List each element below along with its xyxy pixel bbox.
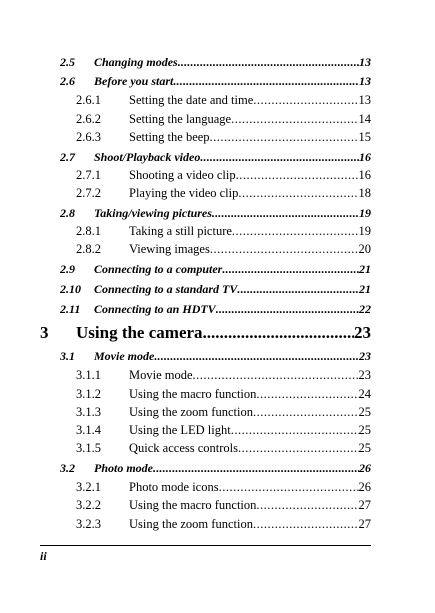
toc-entry-number: 2.6.1 xyxy=(76,93,101,107)
toc-entry-title: Using the zoom function xyxy=(129,405,253,419)
toc-entry-number: 3.2 xyxy=(60,461,75,475)
toc-entry-page: 23 xyxy=(358,368,371,382)
toc-entry-number: 3.2.3 xyxy=(76,517,101,531)
toc-entry-page: 21 xyxy=(359,262,371,276)
toc-section-entry[interactable] xyxy=(60,206,371,222)
toc-leader-dots xyxy=(210,130,359,145)
toc-entry-title: Before you start xyxy=(94,74,174,88)
toc-section-entry[interactable] xyxy=(60,349,371,365)
toc-leader-dots xyxy=(222,262,359,277)
toc-entry-number: 2.5 xyxy=(60,55,75,69)
toc-subsection-entry[interactable] xyxy=(76,93,371,109)
toc-entry-page: 13 xyxy=(359,74,371,88)
toc-entry-title: Using the macro function xyxy=(129,387,257,401)
toc-leader-dots xyxy=(253,405,359,420)
toc-entry-title: Movie mode xyxy=(94,349,155,363)
toc-entry-title: Using the macro function xyxy=(129,498,257,512)
toc-entry-title: Movie mode xyxy=(129,368,193,382)
toc-entry-title: Quick access controls xyxy=(129,441,238,455)
toc-entry-page: 27 xyxy=(358,498,371,512)
toc-leader-dots xyxy=(232,224,359,239)
toc-leader-dots xyxy=(253,93,358,108)
toc-entry-page: 19 xyxy=(359,206,371,220)
toc-entry-title: Taking a still picture xyxy=(129,224,232,238)
toc-section-entry[interactable] xyxy=(60,55,371,71)
toc-subsection-entry[interactable] xyxy=(76,387,371,403)
toc-chapter-entry[interactable] xyxy=(40,323,371,345)
toc-entry-title: Shooting a video clip xyxy=(129,168,236,182)
toc-subsection-entry[interactable] xyxy=(76,368,371,384)
toc-leader-dots xyxy=(256,387,358,402)
toc-section-entry[interactable] xyxy=(60,282,371,298)
toc-entry-page: 22 xyxy=(359,302,371,316)
toc-subsection-entry[interactable] xyxy=(76,441,371,457)
toc-entry-number: 3.1.2 xyxy=(76,387,101,401)
toc-entry-page: 16 xyxy=(358,168,371,182)
toc-entry-number: 2.6 xyxy=(60,74,75,88)
toc-entry-number: 2.9 xyxy=(60,262,75,276)
toc-entry-page: 20 xyxy=(358,242,371,256)
toc-entry-number: 2.6.3 xyxy=(76,130,101,144)
toc-entry-title: Setting the date and time xyxy=(129,93,254,107)
toc-entry-page: 18 xyxy=(358,186,371,200)
toc-entry-title: Using the LED light xyxy=(129,423,231,437)
toc-subsection-entry[interactable] xyxy=(76,130,371,146)
toc-entry-title: Shoot/Playback video xyxy=(94,150,201,164)
toc-entry-number: 3.2.1 xyxy=(76,480,101,494)
toc-subsection-entry[interactable] xyxy=(76,480,371,496)
toc-subsection-entry[interactable] xyxy=(76,498,371,514)
toc-leader-dots xyxy=(231,112,358,127)
toc-entry-title: Playing the video clip xyxy=(129,186,239,200)
toc-leader-dots xyxy=(238,186,358,201)
toc-entry-number: 2.8.2 xyxy=(76,242,101,256)
toc-entry-title: Viewing images xyxy=(129,242,210,256)
toc-entry-number: 2.8.1 xyxy=(76,224,101,238)
toc-leader-dots xyxy=(237,282,359,297)
toc-subsection-entry[interactable] xyxy=(76,168,371,184)
toc-entry-page: 25 xyxy=(358,423,371,437)
toc-entry-title: Connecting to an HDTV xyxy=(94,302,216,316)
toc-entry-title: Taking/viewing pictures xyxy=(94,206,212,220)
toc-leader-dots xyxy=(203,323,354,343)
toc-leader-dots xyxy=(153,461,359,476)
toc-entry-page: 24 xyxy=(358,387,371,401)
toc-entry-title: Using the zoom function xyxy=(129,517,253,531)
toc-entry-number: 3 xyxy=(40,323,49,342)
toc-entry-title: Connecting to a computer xyxy=(94,262,223,276)
toc-leader-dots xyxy=(154,349,359,364)
footer-divider xyxy=(40,545,371,546)
toc-entry-number: 2.8 xyxy=(60,206,75,220)
toc-leader-dots xyxy=(193,368,359,383)
toc-leader-dots xyxy=(219,480,359,495)
toc-entry-page: 25 xyxy=(358,441,371,455)
toc-entry-number: 3.1.1 xyxy=(76,368,101,382)
toc-leader-dots xyxy=(253,517,359,532)
toc-entry-number: 3.2.2 xyxy=(76,498,101,512)
toc-section-entry[interactable] xyxy=(60,262,371,278)
toc-section-entry[interactable] xyxy=(60,74,371,90)
toc-leader-dots xyxy=(210,242,359,257)
toc-leader-dots xyxy=(256,498,358,513)
toc-entry-number: 3.1 xyxy=(60,349,75,363)
toc-entry-page: 25 xyxy=(358,405,371,419)
toc-subsection-entry[interactable] xyxy=(76,242,371,258)
toc-entry-title: Using the camera xyxy=(76,323,203,342)
toc-subsection-entry[interactable] xyxy=(76,423,371,439)
toc-leader-dots xyxy=(216,302,359,317)
toc-entry-page: 15 xyxy=(358,130,371,144)
toc-entry-title: Changing modes xyxy=(94,55,178,69)
toc-leader-dots xyxy=(212,206,359,221)
toc-entry-page: 23 xyxy=(359,349,371,363)
toc-section-entry[interactable] xyxy=(60,150,371,166)
toc-entry-title: Photo mode icons xyxy=(129,480,219,494)
toc-entry-number: 3.1.4 xyxy=(76,423,101,437)
toc-subsection-entry[interactable] xyxy=(76,224,371,240)
toc-entry-page: 13 xyxy=(358,93,371,107)
toc-leader-dots xyxy=(238,441,359,456)
toc-subsection-entry[interactable] xyxy=(76,517,371,533)
toc-entry-page: 16 xyxy=(359,150,371,164)
toc-entry-page: 19 xyxy=(358,224,371,238)
toc-entry-title: Setting the beep xyxy=(129,130,210,144)
toc-leader-dots xyxy=(173,74,359,89)
toc-entry-title: Connecting to a standard TV xyxy=(94,282,238,296)
toc-subsection-entry[interactable] xyxy=(76,186,371,202)
toc-entry-number: 3.1.3 xyxy=(76,405,101,419)
toc-entry-page: 14 xyxy=(358,112,371,126)
toc-entry-number: 2.11 xyxy=(60,302,81,316)
toc-leader-dots xyxy=(231,423,359,438)
toc-section-entry[interactable] xyxy=(60,302,371,318)
toc-entry-page: 26 xyxy=(358,480,371,494)
toc-entry-number: 2.6.2 xyxy=(76,112,101,126)
toc-subsection-entry[interactable] xyxy=(76,112,371,128)
toc-entry-page: 27 xyxy=(358,517,371,531)
toc-entry-page: 21 xyxy=(359,282,371,296)
toc-entry-number: 2.10 xyxy=(60,282,81,296)
toc-section-entry[interactable] xyxy=(60,461,371,477)
toc-leader-dots xyxy=(236,168,359,183)
toc-leader-dots xyxy=(178,55,359,70)
toc-entry-page: 26 xyxy=(359,461,371,475)
toc-entry-number: 2.7 xyxy=(60,150,75,164)
footer-page-number: ii xyxy=(40,549,47,563)
toc-entry-page: 13 xyxy=(359,55,371,69)
toc-leader-dots xyxy=(200,150,359,165)
toc-entry-number: 3.1.5 xyxy=(76,441,101,455)
toc-entry-number: 2.7.2 xyxy=(76,186,101,200)
toc-entry-title: Photo mode xyxy=(94,461,153,475)
toc-entry-page: 23 xyxy=(354,323,371,342)
toc-subsection-entry[interactable] xyxy=(76,405,371,421)
toc-entry-title: Setting the language xyxy=(129,112,232,126)
toc-entry-number: 2.7.1 xyxy=(76,168,101,182)
